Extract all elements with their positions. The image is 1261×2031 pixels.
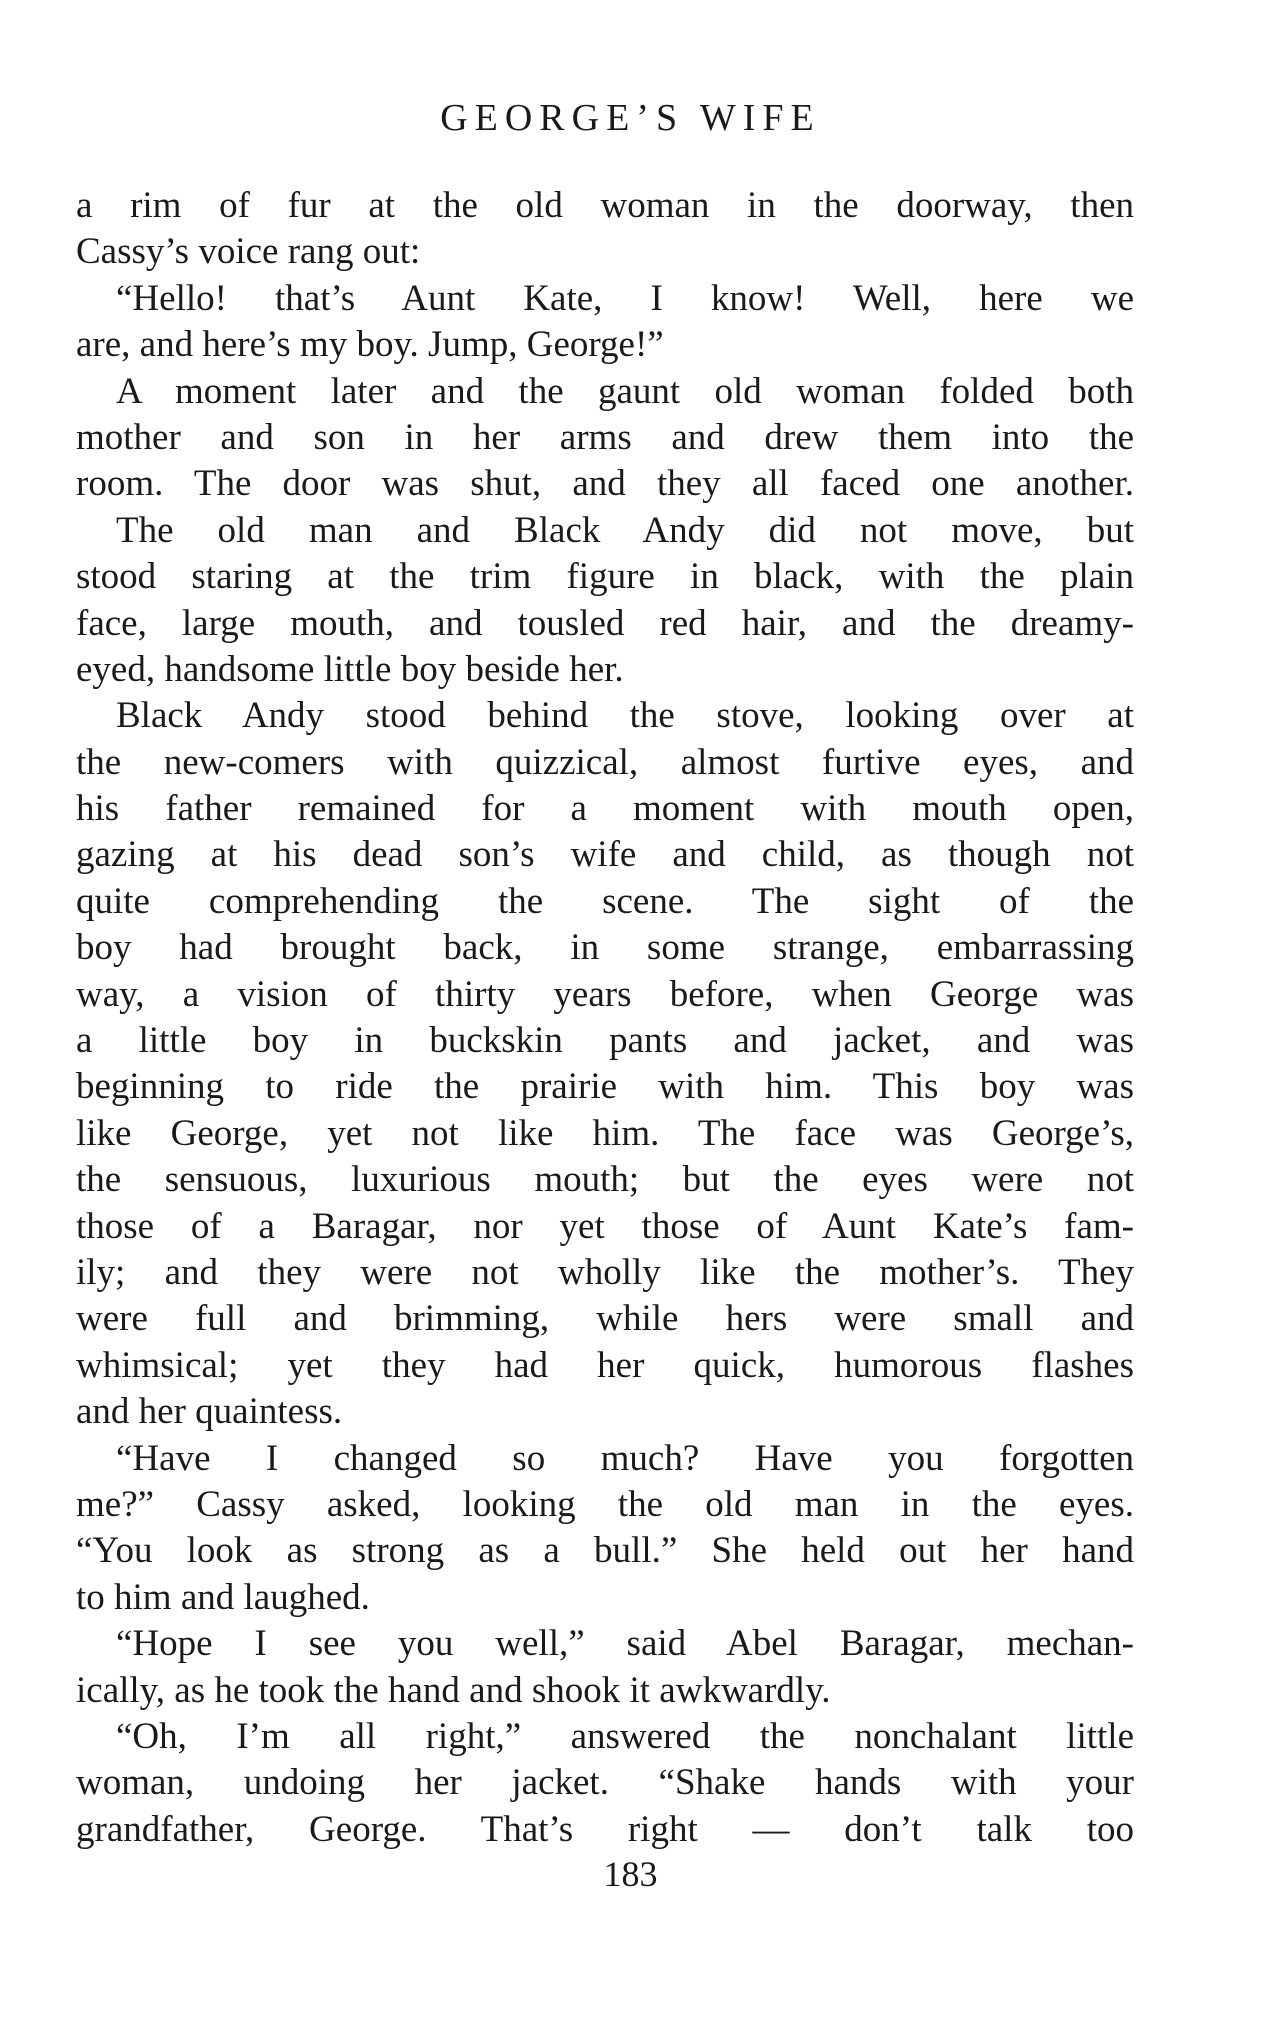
text-line: are, and here’s my boy. Jump, George!”: [76, 324, 664, 366]
text-line: ily; and they were not wholly like the mother’s. They: [76, 1251, 1134, 1293]
text-line: the new-comers with quizzical, almost furtive eyes, and: [76, 741, 1134, 783]
text-line: to him and laughed.: [76, 1576, 370, 1618]
text-line: “Oh, I’m all right,” answered the nonchalant little: [116, 1715, 1134, 1757]
page-number: 183: [603, 1854, 658, 1894]
text-line: those of a Baragar, nor yet those of Aunt Kate’s fam-: [76, 1205, 1134, 1247]
text-line: A moment later and the gaunt old woman folded both: [116, 370, 1134, 412]
text-line: his father remained for a moment with mouth open,: [76, 788, 1134, 830]
text-line: stood staring at the trim figure in black, with the plain: [76, 556, 1134, 598]
text-line: eyed, handsome little boy beside her.: [76, 648, 624, 690]
text-line: way, a vision of thirty years before, when George was: [76, 973, 1134, 1015]
text-line: Cassy’s voice rang out:: [76, 231, 421, 273]
text-line: whimsical; yet they had her quick, humorous flashes: [76, 1344, 1134, 1386]
text-line: the sensuous, luxurious mouth; but the eyes were not: [76, 1159, 1134, 1201]
text-line: me?” Cassy asked, looking the old man in the eyes.: [76, 1483, 1134, 1525]
text-line: and her quaintess.: [76, 1391, 343, 1433]
running-head-title: GEORGE’S WIFE: [440, 97, 821, 139]
text-line: “Have I changed so much? Have you forgotten: [116, 1437, 1134, 1479]
text-line: mother and son in her arms and drew them into the: [76, 416, 1134, 458]
text-line: quite comprehending the scene. The sight of the: [76, 880, 1134, 922]
body-text: [76, 183, 1134, 1853]
text-line: face, large mouth, and tousled red hair, and the dreamy-: [76, 602, 1134, 644]
text-line: ically, as he took the hand and shook it awkwardly.: [76, 1669, 831, 1711]
text-line: grandfather, George. That’s right — don’t talk too: [76, 1808, 1134, 1850]
text-line: were full and brimming, while hers were small and: [76, 1298, 1134, 1340]
text-line: “Hope I see you well,” said Abel Baragar, mechan-: [116, 1623, 1134, 1665]
text-line: gazing at his dead son’s wife and child, as though not: [76, 834, 1134, 876]
text-line: Black Andy stood behind the stove, looking over at: [116, 695, 1134, 737]
text-line: room. The door was shut, and they all faced one another.: [76, 463, 1134, 505]
text-line: The old man and Black Andy did not move, but: [116, 509, 1134, 551]
text-line: like George, yet not like him. The face was George’s,: [76, 1112, 1134, 1154]
text-line: a little boy in buckskin pants and jacket, and was: [76, 1020, 1134, 1062]
text-line: “Hello! that’s Aunt Kate, I know! Well, here we: [116, 277, 1134, 319]
text-line: woman, undoing her jacket. “Shake hands with your: [76, 1762, 1134, 1804]
text-line: beginning to ride the prairie with him. This boy was: [76, 1066, 1134, 1108]
text-line: a rim of fur at the old woman in the doorway, then: [76, 185, 1134, 226]
text-line: “You look as strong as a bull.” She held out her hand: [76, 1530, 1134, 1572]
text-line: boy had brought back, in some strange, embarrassing: [76, 927, 1134, 969]
